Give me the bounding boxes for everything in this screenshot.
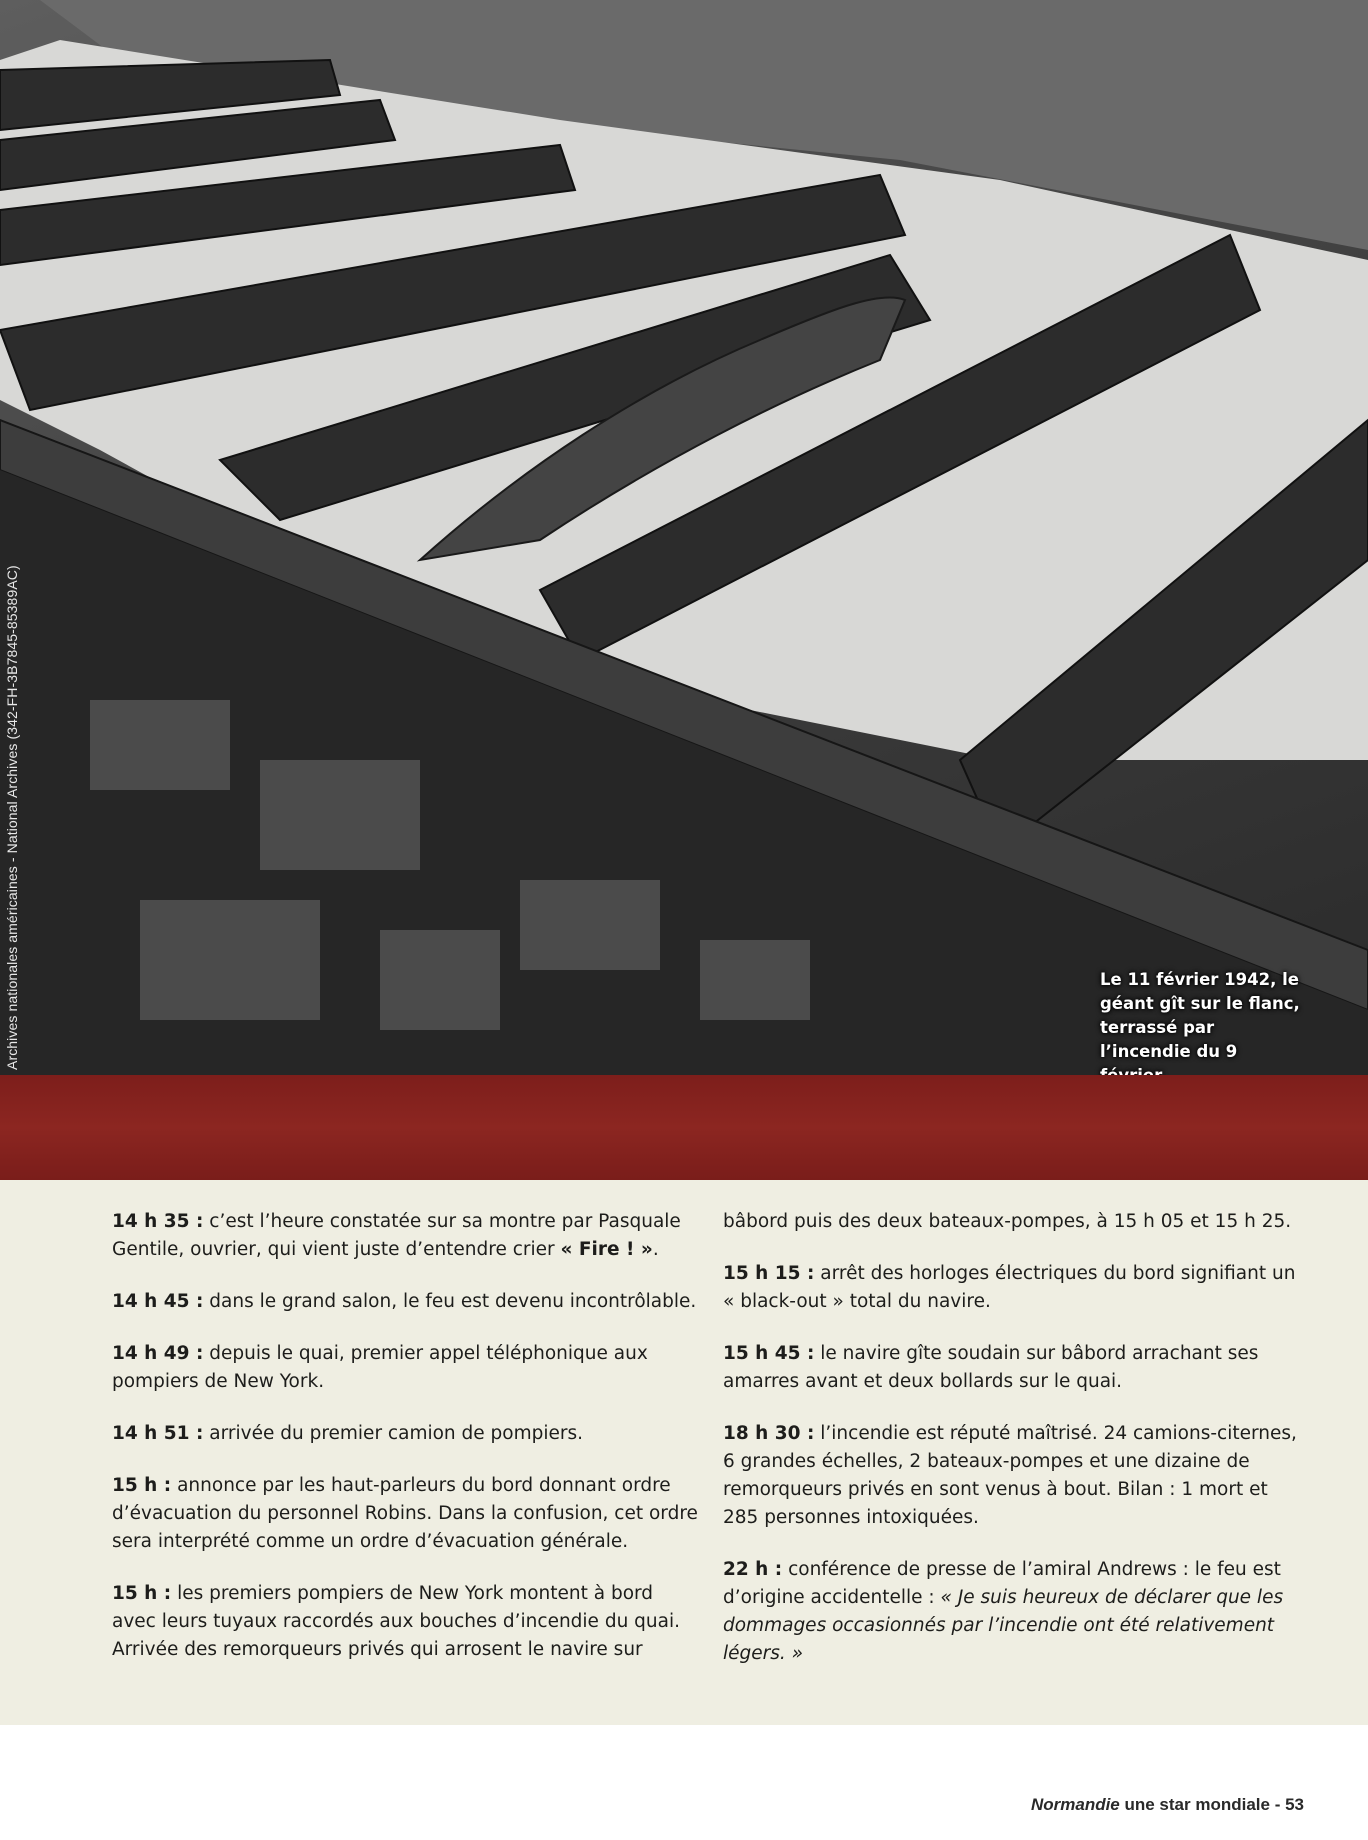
timeline-entry [112, 1288, 702, 1316]
entry-time: 15 h : [112, 1475, 172, 1496]
entry-time: 14 h 51 : [112, 1423, 204, 1444]
timeline-entry-continued [723, 1208, 1308, 1236]
entry-time: 15 h : [112, 1583, 172, 1604]
entry-time: 15 h 45 : [723, 1343, 815, 1364]
entry-quote: « Fire ! » [560, 1239, 653, 1260]
entry-text: les premiers pompiers de New York montent à bord avec leurs tuyaux raccordés aux bouches d’incendie du quai. Arrivée des remorqueurs privés qui arrosent le navire sur [112, 1583, 680, 1660]
entry-text: dans le grand salon, le feu est devenu incontrôlable. [203, 1291, 697, 1312]
entry-text: bâbord puis des deux bateaux-pompes, à 15 h 05 et 15 h 25. [723, 1211, 1292, 1232]
entry-text: depuis le quai, premier appel téléphonique aux pompiers de New York. [112, 1343, 648, 1392]
entry-text: arrivée du premier camion de pompiers. [203, 1423, 584, 1444]
timeline-left-column [112, 1208, 702, 1688]
footer-magazine-title: Normandie [1030, 1795, 1120, 1814]
entry-text: c’est l’heure constatée sur sa montre par Pasquale Gentile, ouvrier, qui vient juste d’entendre crier [112, 1211, 681, 1260]
timeline-entry [112, 1340, 702, 1396]
entry-time: 18 h 30 : [723, 1423, 815, 1444]
entry-time: 14 h 49 : [112, 1343, 204, 1364]
timeline-entry [723, 1260, 1308, 1316]
timeline-entry [112, 1580, 702, 1664]
photo-caption: Le 11 février 1942, le géant gît sur le flanc, terrassé par l’incendie du 9 [1100, 970, 1300, 1061]
page-number: 53 [1285, 1795, 1304, 1814]
photo-credit: Archives nationales américaines - National Archives (342-FH-3B7845-85389AC) [4, 565, 20, 1070]
timeline-entry [723, 1340, 1308, 1396]
timeline-entry [723, 1556, 1308, 1668]
entry-text: annonce par les haut-parleurs du bord donnant ordre d’évacuation du personnel Robins. Dans la confusion, cet ordre sera interprété comme un ordre d’évacuation générale. [112, 1475, 698, 1552]
entry-text-end: . [652, 1239, 659, 1260]
timeline-entry [723, 1420, 1308, 1532]
entry-time: 22 h : [723, 1559, 783, 1580]
footer-subtitle: une star mondiale - [1119, 1795, 1286, 1814]
entry-time: 15 h 15 : [723, 1263, 815, 1284]
entry-quote: « Je suis heureux de déclarer que les dommages occasionnés par l’incendie ont été relativement légers. » [723, 1587, 1284, 1664]
timeline-entry [112, 1208, 702, 1264]
timeline-entry [112, 1472, 702, 1556]
entry-text: le navire gîte soudain sur bâbord arrachant ses amarres avant et deux bollards sur le quai. [723, 1343, 1259, 1392]
timeline-right-column [723, 1208, 1308, 1692]
entry-text: arrêt des horloges électriques du bord signifiant un « black-out » total du navire. [723, 1263, 1296, 1312]
entry-time: 14 h 45 : [112, 1291, 204, 1312]
page-footer [1031, 1795, 1304, 1815]
entry-text: conférence de presse de l’amiral Andrews : le feu est d’origine accidentelle : [723, 1559, 1281, 1608]
entry-time: 14 h 35 : [112, 1211, 204, 1232]
entry-text: l’incendie est réputé maîtrisé. 24 camions-citernes, 6 grandes échelles, 2 bateaux-pompes et une dizaine de remorqueurs privés en sont venus à bout. Bilan : 1 mort et 285 personnes intoxiquées. [723, 1423, 1297, 1528]
decorative-red-band [0, 1075, 1368, 1180]
timeline-entry [112, 1420, 702, 1448]
